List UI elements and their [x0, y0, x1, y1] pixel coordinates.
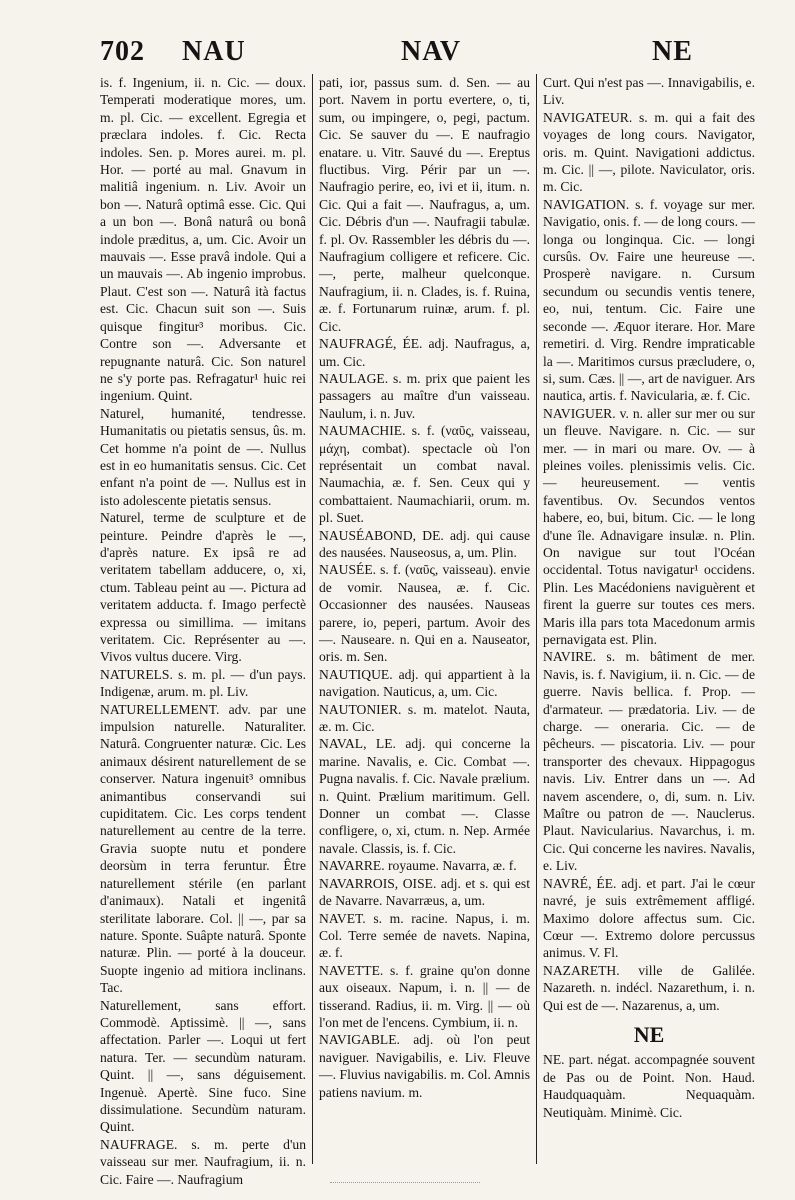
entry-text: NATURELLEMENT. adv. par une impulsion naturelle. Naturaliter. Naturâ. Congruenter naturæ. Cic. Les animaux désirent naturellement de se conserver. Natura ingenuit³ omnibus animantibus conservandi sui cupiditatem. Cic. Les corps tendent naturellement au centre de la terre. Gravia suopte nutu et pondere deorsùm in terra feruntur. Être naturellement stérile (en parlant d'animaux). Natali et ingenitâ sterilitate laborare. Col. || —, par sa nature. Sponte. Suâpte naturâ. Sponte naturæ. Plin. — porté à la douceur. Suopte ingenio ad mitiora inclinans. Tac.	[100, 701, 306, 996]
entry-text: Naturellement, sans effort. Commodè. Aptissimè. || —, sans affectation. Parler —. Loqui ut fert natura. Ter. — secundùm naturam. Quint. || —, sans déguisement. Ingenuè. Apertè. Sine fuco. Sine dissimulatione. Secundùm naturam. Quint.	[100, 997, 306, 1135]
column-2	[312, 74, 536, 1164]
entry-text: pati, ior, passus sum. d. Sen. — au port. Navem in portu evertere, o, ti, sum, ou impingere, o, pegi, pactum. Cic. Se sauver du —. E naufragio enatare. u. Vitr. Sauvé du —. Ereptus fluctibus. Virg. Périr par un —. Naufragio perire, eo, ivi et ii, itum. n. Cic. Qui a fait —. Naufragus, a, um. Cic. Débris d'un —. Naufragii tabulæ. f. pl. Ov. Rassembler les débris du —. Naufragium colligere et reficere. Cic. —, perte, malheur quelconque. Naufragium, ii. n. Clades, is. f. Ruina, æ. f. Fortunarum ruinæ, arum. f. pl. Cic.	[319, 75, 530, 334]
entry-text: Naturel, humanité, tendresse. Humanitatis ou pietatis sensus, ûs. m. Cet homme n'a point de —. Nullus est in eo humanitatis sensus. Cic. Cet enfant n'a point de —. Nullus est in isto adolescente pietatis sensus.	[100, 405, 306, 508]
entry-text: NAULAGE. s. m. prix que paient les passagers au maître d'un vaisseau. Naulum, i. n. Juv.	[319, 370, 530, 421]
entry-text: NAUSÉABOND, DE. adj. qui cause des nausées. Nauseosus, a, um. Plin.	[319, 527, 530, 560]
entry-text: Curt. Qui n'est pas —. Innavigabilis, e. Liv.	[543, 75, 755, 108]
text-columns	[100, 74, 755, 1187]
page-number: 702	[100, 36, 145, 67]
entry-text: NAVRÉ, ÉE. adj. et part. J'ai le cœur navré, je suis extrêmement affligé. Maximo dolore affectus sum. Cic. Cœur —. Extremo dolore percussus animus. V. Fl.	[543, 875, 755, 961]
section-heading: NE	[633, 1021, 665, 1047]
entry-text: NAVARROIS, OISE. adj. et s. qui est de Navarre. Navarræus, a, um.	[319, 875, 530, 909]
entry-text: NAVARRE. royaume. Navarra, æ. f.	[319, 858, 517, 874]
center-running-head: NAV	[401, 36, 462, 67]
entry-text: NAUFRAGÉ, ÉE. adj. Naufragus, a, um. Cic.	[319, 336, 530, 369]
entry-text: is. f. Ingenium, ii. n. Cic. — doux. Temperati moderatique mores, um. m. pl. Cic. — excellent. Egregia et præclara indoles. f. Cic. Recta indoles. Sen. p. Mores aurei. m. pl. Hor. — porté au mal. Gnavum in malitiâ ingenium. n. Liv. Avoir un bon —. Naturâ optimâ esse. Cic. Qui a un bon —. Bonâ naturâ ou bonâ indole præditus, a, um. Cic. Avoir un mauvais —. Esse pravâ indole. Qui a un mauvais —. Ab ingenio improbus. Plaut. C'est son —. Naturâ ità factus est. Cic. Chacun suit son —. Suis quisque fingitur³ moribus. Cic. Contre son —. Adversante et repugnante naturâ. Cic. Son naturel ne s'y porte pas. Refragatur¹ huic rei ingenium. Quint.	[100, 75, 306, 404]
column-1	[100, 74, 312, 1187]
left-running-head: NAU	[182, 36, 246, 67]
entry-text: NAUSÉE. s. f. (ναῦς, vaisseau). envie de vomir. Nausea, æ. f. Cic. Occasionner des nausées. Nauseas parere, io, peperi, partum. Avoir des —. Nauseare. n. Qui en a. Nauseator, oris. m. Sen.	[319, 562, 530, 665]
entry-text: NATURELS. s. m. pl. — d'un pays. Indigenæ, arum. m. pl. Liv.	[100, 666, 306, 700]
entry-text: Naturel, terme de sculpture et de peinture. Peindre d'après le —, d'après nature. Ex ipsâ re ad veritatem tabellam adducere, o, xi, ctum. Tableau peint au —. Pictura ad veritatem adducta. f. Imago perfectè expressa ou simillima. — imitans veritatem. Cic. Représenter au —. Vivos vultus ducere. Virg.	[100, 510, 306, 665]
entry-text: NAVET. s. m. racine. Napus, i. m. Col. Terre semée de navets. Napina, æ. f.	[319, 910, 530, 961]
entry-text: NAUTIQUE. adj. qui appartient à la navigation. Nauticus, a, um. Cic.	[319, 666, 530, 700]
entry-text: NAUTONIER. s. m. matelot. Nauta, æ. m. Cic.	[319, 701, 530, 735]
entry-text: NAVIGABLE. adj. où l'on peut naviguer. Navigabilis, e. Liv. Fleuve —. Fluvius navigabilis. m. Col. Amnis patiens navium. m.	[319, 1032, 530, 1100]
entry-text: NAVIGUER. v. n. aller sur mer ou sur un fleuve. Navigare. n. Cic. — sur mer. — in mari ou mare. Ov. — à pleines voiles. plenissimis velis. Cic. — heureusement. — ventis faventibus. Ov. Secundos ventos habere, eo, bui, bitum. Cic. — le long d'une île. Adnavigare insulæ. n. Plin. On navigue sur tout l'Océan occidental. Totus navigatur¹ occidens. Plin. Les Macédoniens naviguèrent et firent la guerre sur toutes ces mers. Maris illa pars tota Macedonum armis pernavigata est. Plin.	[543, 405, 755, 647]
entry-text: NAVAL, LE. adj. qui concerne la marine. Navalis, e. Cic. Combat —. Pugna navalis. f. Cic. Navale prælium. n. Quint. Prælium maritimum. Gell. Donner un combat —. Classe confligere, o, xi, ctum. n. Nep. Armée navale. Classis, is. f. Cic.	[319, 736, 530, 856]
entry-text: NAVIGATION. s. f. voyage sur mer. Navigatio, onis. f. — de long cours. — longa ou longinqua. Cic. — longi cursûs. Ov. Faire une heureuse —. Prosperè navigare. n. Cursum secundum ou secundis ventis tenere, eo, nui, tentum. Cic. Faire une seconde —. Æquor iterare. Hor. Mare remetiri. d. Virg. Rendre impraticable la —. Maritimos cursus præcludere, o, si, sum. Cæs. || —, art de naviguer. Ars nautica, artis. f. Navicularia, æ. f. Cic.	[543, 196, 755, 404]
entry-text: NAUMACHIE. s. f. (ναῦς, vaisseau, μάχη, combat). spectacle où l'on représentait un combat naval. Naumachia, æ. f. Sen. Ceux qui y combattaient. Naumachiarii, orum. m. pl. Suet.	[319, 423, 530, 526]
footer-rule	[330, 1182, 480, 1183]
right-running-head: NE	[652, 36, 693, 67]
running-header	[100, 30, 755, 74]
entry-text: NAZARETH. ville de Galilée. Nazareth. n. indécl. Nazarethum, i. n. Qui est de —. Nazarenus, a, um.	[543, 962, 755, 1013]
entry-text: NAUFRAGE. s. m. perte d'un vaisseau sur mer. Naufragium, ii. n. Cic. Faire —. Naufragium	[100, 1136, 306, 1187]
entry-text: NAVIRE. s. m. bâtiment de mer. Navis, is. f. Navigium, ii. n. Cic. — de guerre. Navis bellica. f. Prop. — d'armateur. — prædatoria. Liv. — de charge. — oneraria. Cic. — de pêcheurs. — piscatoria. Liv. — pour transporter des chevaux. Hippagogus navis. Liv. Entrer dans un —. Ad navem ascendere, o, di, sum. n. Liv. Maître ou patron de —. Nauclerus. Plaut. Navicularius. Navarchus, i. m. Cic. Qui concerne les navires. Navalis, e. Liv.	[543, 649, 755, 874]
entry-text: NE. part. négat. accompagnée souvent de Pas ou de Point. Non. Haud. Haudquaquàm. Nequaquàm. Neutiquàm. Minimè. Cic.	[543, 1052, 755, 1120]
entry-text: NAVIGATEUR. s. m. qui a fait des voyages de long cours. Navigator, oris. m. Quint. Navigationi addictus. m. Cic. || —, pilote. Naviculator, oris. m. Cic.	[543, 109, 755, 195]
column-3	[536, 74, 755, 1164]
entry-text: NAVETTE. s. f. graine qu'on donne aux oiseaux. Napum, i. n. || — de tisserand. Radius, ii. m. Virg. || — où l'on met de l'encens. Cymbium, ii. n.	[319, 962, 530, 1030]
